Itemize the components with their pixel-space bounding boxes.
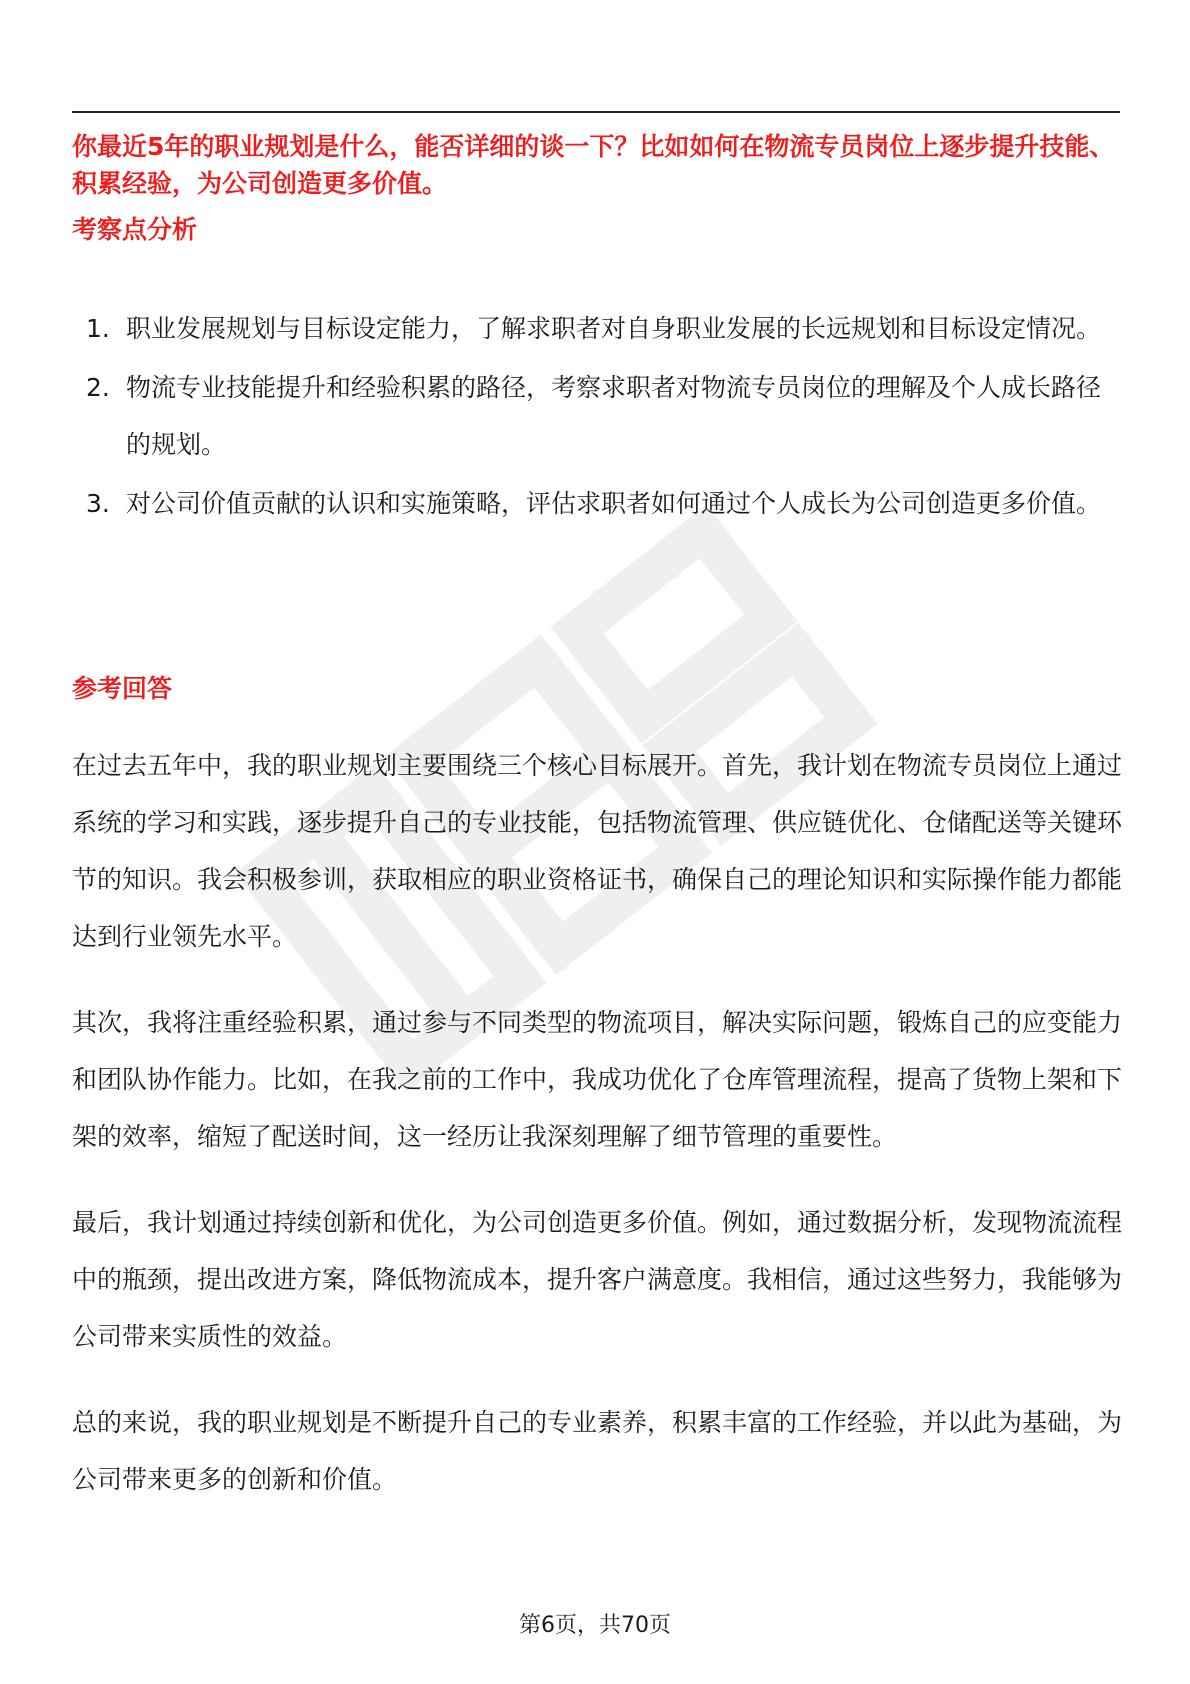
list-item-text: 对公司价值贡献的认识和实施策略，评估求职者如何通过个人成长为公司创造更多价值。	[126, 489, 1102, 518]
list-item-text: 物流专业技能提升和经验积累的路径，考察求职者对物流专员岗位的理解及个人成长路径的规划。	[126, 373, 1102, 459]
list-item-number: 3.	[86, 489, 110, 518]
answer-paragraph: 最后，我计划通过持续创新和优化，为公司创造更多价值。例如，通过数据分析，发现物流流程中的瓶颈，提出改进方案，降低物流成本，提升客户满意度。我相信，通过这些努力，我能够为公司带来实质性的效益。	[72, 1208, 1123, 1351]
list-item-number: 2.	[86, 373, 110, 402]
list-item	[72, 475, 1120, 532]
analysis-heading: 考察点分析	[72, 215, 198, 244]
answer-paragraph: 其次，我将注重经验积累，通过参与不同类型的物流项目，解决实际问题，锻炼自己的应变能力和团队协作能力。比如，在我之前的工作中，我成功优化了仓库管理流程，提高了货物上架和下架的效率，缩短了配送时间，这一经历让我深刻理解了细节管理的重要性。	[72, 1008, 1123, 1151]
answer-body	[72, 737, 1122, 1537]
answer-heading: 参考回答	[72, 674, 173, 703]
page-number: 第6页，共70页	[519, 1613, 671, 1638]
list-item	[72, 300, 1120, 357]
list-item	[72, 359, 1120, 473]
analysis-list	[72, 300, 1120, 534]
answer-paragraph: 总的来说，我的职业规划是不断提升自己的专业素养，积累丰富的工作经验，并以此为基础，为公司带来更多的创新和价值。	[72, 1408, 1123, 1494]
top-divider	[72, 111, 1120, 113]
answer-paragraph: 在过去五年中，我的职业规划主要围绕三个核心目标展开。首先，我计划在物流专员岗位上通过系统的学习和实践，逐步提升自己的专业技能，包括物流管理、供应链优化、仓储配送等关键环节的知识。我会积极参训，获取相应的职业资格证书，确保自己的理论知识和实际操作能力都能达到行业领先水平。	[72, 751, 1123, 951]
list-item-text: 职业发展规划与目标设定能力，了解求职者对自身职业发展的长远规划和目标设定情况。	[126, 314, 1102, 343]
question-title: 你最近5年的职业规划是什么，能否详细的谈一下？比如如何在物流专员岗位上逐步提升技能、积累经验，为公司创造更多价值。	[72, 132, 1115, 198]
list-item-number: 1.	[86, 314, 110, 343]
